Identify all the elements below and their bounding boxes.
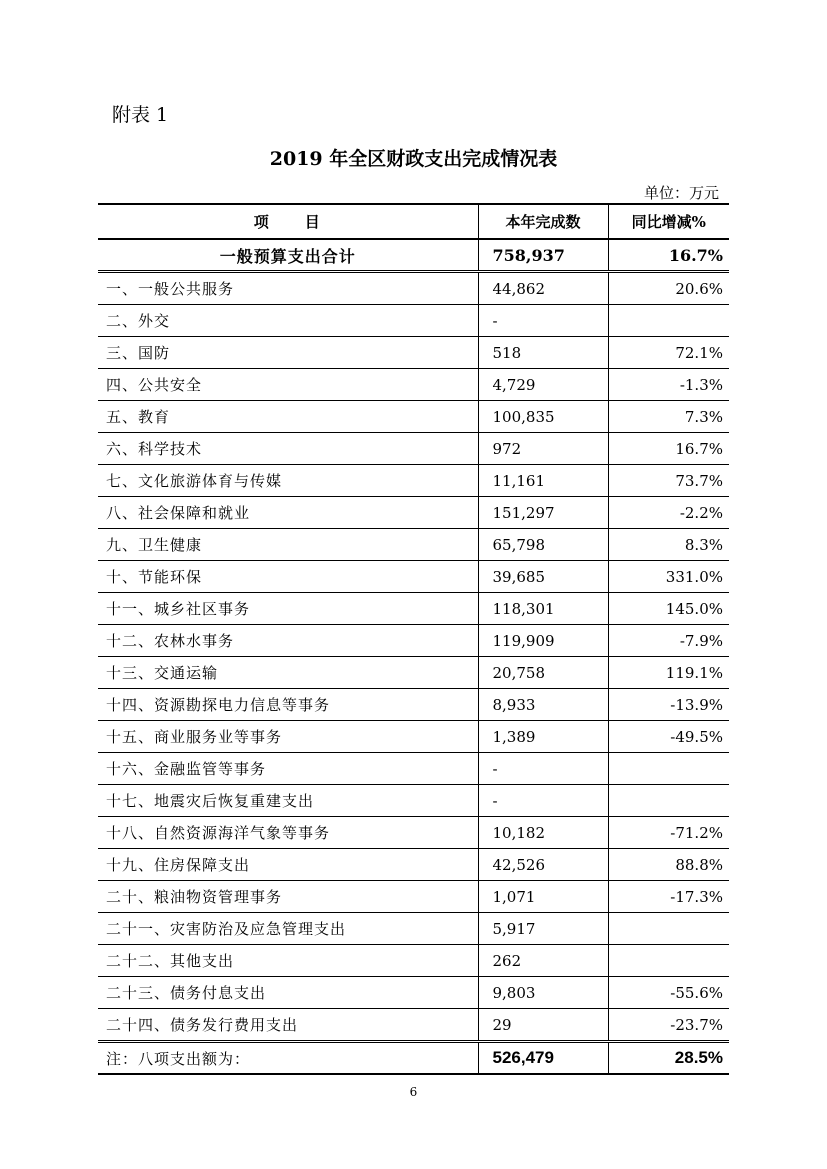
row-change: 8.3% [608,529,729,561]
row-item: 五、教育 [98,401,478,433]
row-item: 十、节能环保 [98,561,478,593]
note-change: 28.5% [608,1042,729,1075]
row-change: 73.7% [608,465,729,497]
row-item: 十九、住房保障支出 [98,849,478,881]
row-item: 十五、商业服务业等事务 [98,721,478,753]
total-row [98,239,729,272]
unit-label: 单位：万元 [643,184,719,202]
row-value: 119,909 [478,625,608,657]
total-change: 16.7% [608,239,729,272]
table-row [98,272,729,305]
row-value: 20,758 [478,657,608,689]
table-row [98,465,729,497]
row-change [608,945,729,977]
row-change [608,305,729,337]
table-row [98,337,729,369]
row-value: 29 [478,1009,608,1042]
row-change: -55.6% [608,977,729,1009]
row-item: 十四、资源勘探电力信息等事务 [98,689,478,721]
note-row [98,1042,729,1075]
row-item: 十八、自然资源海洋气象等事务 [98,817,478,849]
row-item: 二十四、债务发行费用支出 [98,1009,478,1042]
row-change: -17.3% [608,881,729,913]
table-row [98,849,729,881]
table-row [98,433,729,465]
header-row [98,204,729,239]
row-value: 518 [478,337,608,369]
page-number: 6 [409,1085,418,1099]
row-change: -23.7% [608,1009,729,1042]
table-row [98,401,729,433]
note-value: 526,479 [478,1042,608,1075]
row-item: 二十三、债务付息支出 [98,977,478,1009]
row-value: 39,685 [478,561,608,593]
row-change [608,785,729,817]
row-item: 二十二、其他支出 [98,945,478,977]
row-change [608,913,729,945]
row-item: 十六、金融监管等事务 [98,753,478,785]
row-change: -1.3% [608,369,729,401]
table-row [98,945,729,977]
row-item: 十七、地震灾后恢复重建支出 [98,785,478,817]
total-item: 一般预算支出合计 [98,239,478,272]
table-row [98,657,729,689]
row-change: 331.0% [608,561,729,593]
row-value: 1,071 [478,881,608,913]
row-value: 65,798 [478,529,608,561]
row-value: 262 [478,945,608,977]
table-row [98,721,729,753]
table-title: 2019 年全区财政支出完成情况表 [269,148,558,170]
row-item: 一、一般公共服务 [98,272,478,305]
table-row [98,593,729,625]
row-value: 5,917 [478,913,608,945]
table-row [98,785,729,817]
row-item: 十三、交通运输 [98,657,478,689]
header-value: 本年完成数 [478,204,608,239]
table-row [98,977,729,1009]
row-change: 145.0% [608,593,729,625]
row-change: 72.1% [608,337,729,369]
table-row [98,881,729,913]
row-value: 972 [478,433,608,465]
row-item: 八、社会保障和就业 [98,497,478,529]
row-value: - [478,785,608,817]
row-change: -71.2% [608,817,729,849]
table-row [98,753,729,785]
table-row [98,305,729,337]
row-change: -49.5% [608,721,729,753]
row-change: 88.8% [608,849,729,881]
row-change: -7.9% [608,625,729,657]
row-value: 100,835 [478,401,608,433]
header-change: 同比增减% [608,204,729,239]
row-item: 三、国防 [98,337,478,369]
appendix-label: 附表 1 [112,104,169,126]
header-item: 项 目 [98,204,478,239]
expenditure-table [98,203,729,1075]
row-item: 十二、农林水事务 [98,625,478,657]
total-value: 758,937 [478,239,608,272]
table-row [98,817,729,849]
table-row [98,561,729,593]
note-item: 注：八项支出额为： [98,1042,478,1075]
row-value: 9,803 [478,977,608,1009]
row-change: -13.9% [608,689,729,721]
row-item: 七、文化旅游体育与传媒 [98,465,478,497]
row-item: 四、公共安全 [98,369,478,401]
row-value: 151,297 [478,497,608,529]
row-item: 二十一、灾害防治及应急管理支出 [98,913,478,945]
row-value: 11,161 [478,465,608,497]
row-value: 8,933 [478,689,608,721]
row-item: 九、卫生健康 [98,529,478,561]
row-change: -2.2% [608,497,729,529]
table-row [98,497,729,529]
table-row [98,1009,729,1042]
row-value: 42,526 [478,849,608,881]
row-item: 二、外交 [98,305,478,337]
table-row [98,529,729,561]
row-change: 20.6% [608,272,729,305]
row-value: 1,389 [478,721,608,753]
table-row [98,689,729,721]
row-value: 4,729 [478,369,608,401]
row-value: 118,301 [478,593,608,625]
row-item: 六、科学技术 [98,433,478,465]
row-value: 44,862 [478,272,608,305]
row-change: 119.1% [608,657,729,689]
table-row [98,625,729,657]
row-value: - [478,753,608,785]
row-value: - [478,305,608,337]
table-row [98,913,729,945]
row-item: 二十、粮油物资管理事务 [98,881,478,913]
row-item: 十一、城乡社区事务 [98,593,478,625]
row-change [608,753,729,785]
row-value: 10,182 [478,817,608,849]
row-change: 16.7% [608,433,729,465]
table-row [98,369,729,401]
row-change: 7.3% [608,401,729,433]
